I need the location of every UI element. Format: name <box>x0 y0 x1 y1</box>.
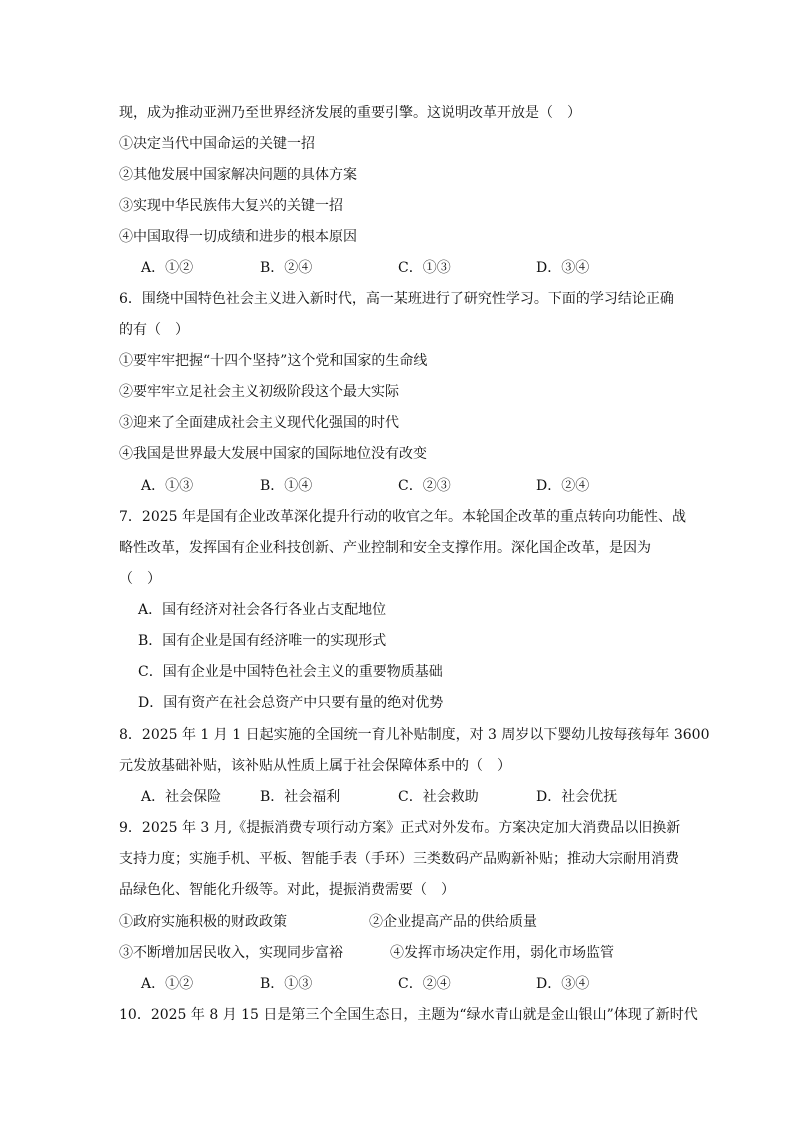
q6-stem-line-2: 的有（ ） <box>119 322 189 338</box>
q8-option-d: D．社会优抚 <box>536 789 618 805</box>
q6-item-2: ②要牢牢立足社会主义初级阶段这个最大实际 <box>119 384 399 400</box>
q8-option-b: B．社会福利 <box>260 789 341 805</box>
q5-option-c: C．①③ <box>398 260 451 276</box>
q7-stem-line-3: （ ） <box>119 571 161 587</box>
q9-stem-line-1: 9．2025 年 3 月,《提振消费专项行动方案》正式对外发布。方案决定加大消费品以旧换新 <box>119 820 681 836</box>
q6-option-b: B．①④ <box>260 478 313 494</box>
q5-option-b: B．②④ <box>260 260 313 276</box>
q9-option-b: B．①③ <box>260 976 313 992</box>
q7-option-b: B．国有企业是国有经济唯一的实现形式 <box>138 633 387 649</box>
q8-stem-line-2: 元发放基础补贴，该补贴从性质上属于社会保障体系中的（ ） <box>119 758 511 774</box>
q9-item-4: ④发挥市场决定作用，弱化市场监管 <box>390 945 614 961</box>
q6-item-1: ①要牢牢把握“十四个坚持”这个党和国家的生命线 <box>119 353 428 369</box>
q6-item-3: ③迎来了全面建成社会主义现代化强国的时代 <box>119 415 399 431</box>
q9-item-2: ②企业提高产品的供给质量 <box>369 914 537 930</box>
q7-stem-line-2: 略性改革，发挥国有企业科技创新、产业控制和安全支撑作用。深化国企改革，是因为 <box>119 540 651 556</box>
q6-option-d: D．②④ <box>536 478 590 494</box>
q6-option-c: C．②③ <box>398 478 451 494</box>
q5-stem-continued: 现，成为推动亚洲乃至世界经济发展的重要引擎。这说明改革开放是（ ） <box>119 105 581 121</box>
q5-item-2: ②其他发展中国家解决问题的具体方案 <box>119 167 357 183</box>
q8-option-a: A．社会保险 <box>141 789 222 805</box>
q5-option-d: D．③④ <box>536 260 590 276</box>
q5-item-3: ③实现中华民族伟大复兴的关键一招 <box>119 198 343 214</box>
q6-stem-line-1: 6．围绕中国特色社会主义进入新时代，高一某班进行了研究性学习。下面的学习结论正确 <box>119 291 674 307</box>
q9-item-3: ③不断增加居民收入，实现同步富裕 <box>119 945 343 961</box>
q8-option-c: C．社会救助 <box>398 789 479 805</box>
q5-option-a: A．①② <box>141 260 194 276</box>
q9-option-a: A．①② <box>141 976 194 992</box>
q7-option-d: D．国有资产在社会总资产中只要有量的绝对优势 <box>138 695 444 711</box>
q9-option-d: D．③④ <box>536 976 590 992</box>
q5-item-1: ①决定当代中国命运的关键一招 <box>119 136 315 152</box>
q9-stem-line-3: 品绿色化、智能化升级等。对此，提振消费需要（ ） <box>119 882 455 898</box>
q9-item-1: ①政府实施积极的财政政策 <box>119 914 287 930</box>
q7-option-a: A．国有经济对社会各行各业占支配地位 <box>138 602 387 618</box>
q10-stem-line-1: 10．2025 年 8 月 15 日是第三个全国生态日，主题为“绿水青山就是金山银山”体现了新时代 <box>119 1007 698 1023</box>
q6-item-4: ④我国是世界最大发展中国家的国际地位没有改变 <box>119 446 427 462</box>
q7-option-c: C．国有企业是中国特色社会主义的重要物质基础 <box>138 664 443 680</box>
q9-stem-line-2: 支持力度；实施手机、平板、智能手表（手环）三类数码产品购新补贴；推动大宗耐用消费 <box>119 851 679 867</box>
q6-option-a: A．①③ <box>141 478 194 494</box>
q9-option-c: C．②④ <box>398 976 451 992</box>
q5-item-4: ④中国取得一切成绩和进步的根本原因 <box>119 229 357 245</box>
q8-stem-line-1: 8．2025 年 1 月 1 日起实施的全国统一育儿补贴制度，对 3 周岁以下婴幼儿按每孩每年 3600 <box>119 727 710 743</box>
q7-stem-line-1: 7．2025 年是国有企业改革深化提升行动的收官之年。本轮国企改革的重点转向功能性、战 <box>119 509 686 525</box>
